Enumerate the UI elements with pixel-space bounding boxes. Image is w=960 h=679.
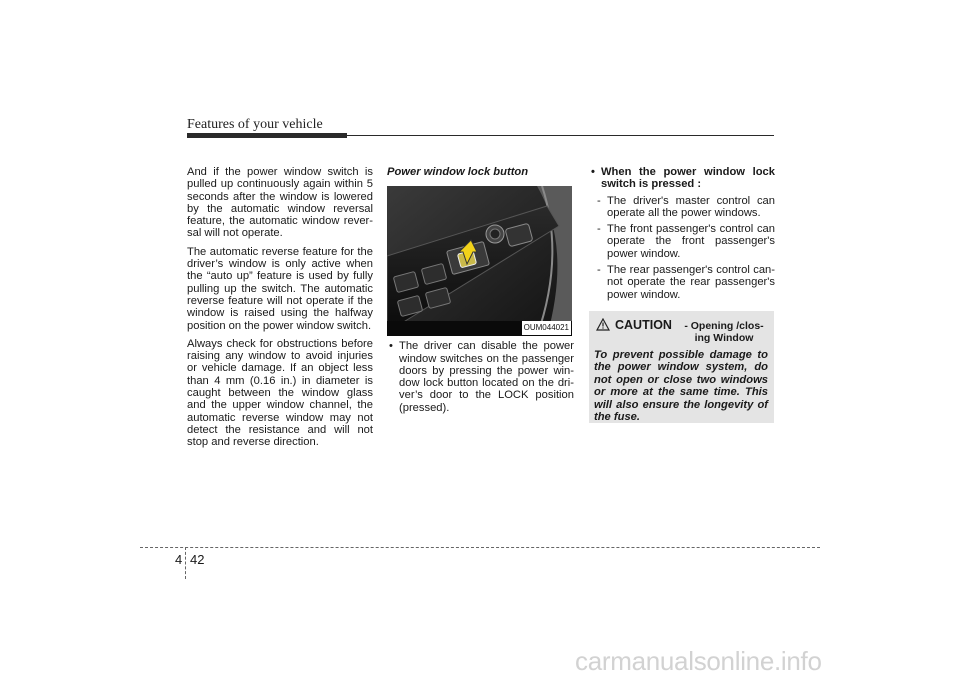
- paragraph: And if the power window switch is pulled up continuously again within 5 seconds after the window is lowered by the automatic window reversal feature, the automatic window rever-sal will not operate.: [187, 166, 373, 240]
- list-item-text: The driver's master control can operate all the power windows.: [607, 194, 775, 219]
- header-rule-thick: [187, 133, 347, 138]
- door-panel-illustration: [387, 186, 572, 336]
- list-item: [597, 264, 775, 301]
- caution-label: CAUTION: [615, 318, 672, 332]
- footer-vertical-divider: [185, 547, 186, 579]
- paragraph: The automatic reverse feature for the driver’s window is only active when the “auto up” feature is used by fully pulling up the switch. The automatic reverse feature will not operate if the window is raised using the halfway position on the power window switch.: [187, 245, 373, 332]
- caution-subtitle: - Opening /clos-ing Window: [684, 320, 764, 344]
- list-item: [597, 223, 775, 260]
- warning-triangle-icon: [596, 318, 610, 331]
- caution-header: [594, 317, 768, 349]
- dash-list: [597, 195, 775, 301]
- list-item-title: [589, 166, 775, 191]
- list-item-text: The front passenger's control can operate the front passenger's power window.: [607, 223, 775, 260]
- text-column-3: [589, 166, 775, 305]
- list-item: • The driver can disable the power window switches on the passenger doors by pressing the power win-dow lock button located on the dri-ver’s door to the LOCK position (pressed).: [387, 340, 574, 414]
- bullet-list: [589, 166, 775, 191]
- paragraph: Always check for obstructions before raising any window to avoid injuries or vehicle damage. If an object less than 4 mm (0.16 in.) in diameter is caught between the window glass and the upper window channel, the automatic reverse window may not detect the resistance and will not stop and reverse direction.: [187, 337, 373, 449]
- header-rule-thin: [347, 135, 774, 136]
- text-column-1: [187, 166, 373, 455]
- chapter-number: 4: [175, 552, 183, 567]
- door-switch-photo: [387, 186, 572, 336]
- text-column-2: [387, 166, 574, 418]
- section-heading: Power window lock button: [387, 166, 529, 178]
- watermark-text: carmanualsonline.info: [575, 646, 822, 676]
- dash-marker: -: [597, 194, 601, 207]
- caution-box: [589, 311, 774, 423]
- page-header-title: Features of your vehicle: [187, 117, 323, 132]
- image-code: OUM044021: [522, 321, 571, 335]
- footer-divider: [140, 547, 820, 548]
- bullet-list: [387, 340, 574, 414]
- caution-body: To prevent possible damage to the power window system, do not open or close two windows or more at the same time. This will also ensure the longevity of the fuse.: [594, 349, 768, 424]
- list-item: [597, 195, 775, 220]
- page-number: 42: [190, 552, 205, 567]
- list-item-text: The rear passenger's control can-not operate the rear passenger's power window.: [607, 264, 775, 301]
- dash-marker: -: [597, 264, 601, 277]
- dash-marker: -: [597, 223, 601, 236]
- bullet-title-text: When the power window lock switch is pressed :: [601, 166, 775, 191]
